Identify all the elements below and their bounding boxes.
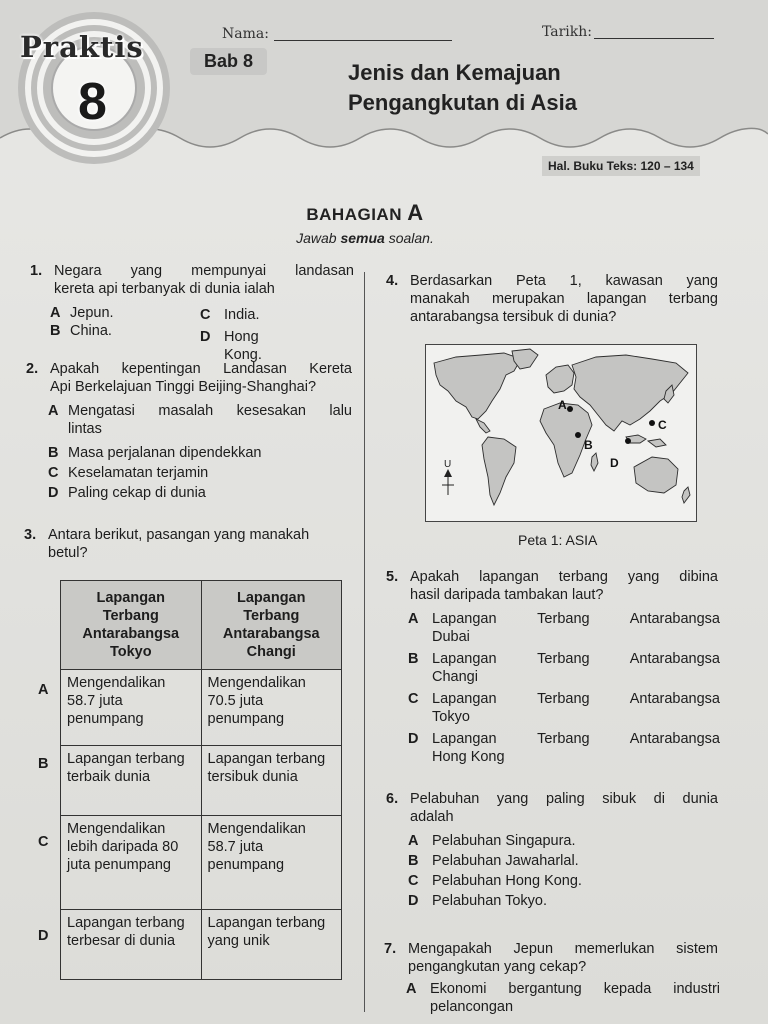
map-caption: Peta 1: ASIA [518, 532, 598, 548]
question-stem [54, 262, 354, 298]
stem-line: Apakah lapangan terbang yang dibina [410, 569, 718, 585]
option-text-line: Lapangan Terbang Antarabangsa [432, 691, 720, 707]
table-header-row [61, 581, 342, 670]
map-marker-d-dot[interactable] [625, 438, 631, 444]
option-text: Jepun. [70, 305, 114, 321]
comparison-table [60, 580, 342, 980]
question-number: 7. [384, 941, 397, 957]
option-letter: B [50, 323, 61, 339]
option-text [430, 980, 720, 1016]
instruction-bold: semua [340, 230, 385, 246]
map-marker-a-dot[interactable] [567, 406, 573, 412]
option-text [432, 690, 720, 726]
table-row[interactable] [61, 670, 342, 746]
option-letter: B [408, 853, 419, 869]
table-cell-changi: Lapangan terbang tersibuk dunia [201, 746, 342, 816]
stem-line: pengangkutan yang cekap? [408, 959, 587, 975]
table-header-tokyo: Lapangan Terbang Antarabangsa Tokyo [61, 581, 202, 670]
map-marker-b-dot[interactable] [575, 432, 581, 438]
option-text-line: Tokyo [432, 709, 470, 725]
option-text: Paling cekap di dunia [68, 485, 206, 501]
instruction-post: soalan. [384, 230, 434, 246]
question-stem [50, 360, 352, 396]
question-stem [410, 272, 718, 326]
date-field[interactable] [594, 38, 714, 39]
table-cell-changi: Mengendalikan 58.7 juta penumpang [201, 816, 342, 910]
table-row[interactable] [61, 746, 342, 816]
table-cell-tokyo: Mengendalikan lebih daripada 80 juta penumpang [61, 816, 202, 910]
stem-line: hasil daripada tambakan laut? [410, 587, 604, 603]
option-letter: C [408, 873, 419, 889]
map-marker-c: C [658, 418, 667, 432]
section-instruction [0, 230, 730, 246]
badge-number: 8 [78, 73, 107, 131]
stem-line: antarabangsa tersibuk di dunia? [410, 309, 617, 325]
world-map-icon [426, 345, 696, 521]
table-cell-changi: Mengendalikan 70.5 juta penumpang [201, 670, 342, 746]
stem-line: Mengapakah Jepun memerlukan sistem [408, 941, 718, 957]
table-header-changi: Lapangan Terbang Antarabangsa Changi [201, 581, 342, 670]
option-text: India. [224, 307, 260, 323]
question-stem [410, 568, 718, 604]
option-text: Keselamatan terjamin [68, 465, 209, 481]
stem-line: Apakah kepentingan Landasan Kereta [50, 361, 352, 377]
map-marker-d: D [610, 456, 619, 470]
map-marker-b: B [584, 438, 593, 452]
question-stem [48, 526, 354, 562]
map-marker-a: A [558, 398, 567, 412]
option-letter: C [200, 307, 211, 323]
stem-line: betul? [48, 545, 88, 561]
option-text: Hong Kong. [224, 329, 262, 363]
table-cell-tokyo: Lapangan terbang terbaik dunia [61, 746, 202, 816]
table-cell-changi: Lapangan terbang yang unik [201, 910, 342, 980]
textbook-pages-badge: Hal. Buku Teks: 120 – 134 [542, 156, 700, 176]
column-divider [364, 272, 365, 1012]
option-text-line: pelancongan [430, 999, 514, 1015]
row-letter-b: B [38, 756, 49, 772]
stem-line: Api Berkelajuan Tinggi Beijing-Shanghai? [50, 379, 317, 395]
page-title [348, 58, 668, 118]
row-letter-c: C [38, 834, 49, 850]
stem-line: adalah [410, 809, 454, 825]
row-letter-d: D [38, 928, 49, 944]
option-letter: D [408, 893, 419, 909]
stem-line: Berdasarkan Peta 1, kawasan yang [410, 273, 718, 289]
table-row[interactable] [61, 910, 342, 980]
option-letter: D [408, 731, 419, 747]
instruction-pre: Jawab [296, 230, 341, 246]
option-text-line: Changi [432, 669, 478, 685]
option-letter: B [408, 651, 419, 667]
table-cell-tokyo: Lapangan terbang terbesar di dunia [61, 910, 202, 980]
question-number: 4. [386, 273, 399, 289]
question-number: 2. [26, 361, 39, 377]
table-row[interactable] [61, 816, 342, 910]
option-text [432, 610, 720, 646]
north-label: U [444, 459, 452, 470]
badge-word: Praktis [20, 30, 144, 64]
question-number: 1. [30, 263, 43, 279]
option-text [68, 402, 352, 438]
question-number: 3. [24, 527, 37, 543]
option-text: Pelabuhan Tokyo. [432, 893, 548, 909]
page-title-line-2: Pengangkutan di Asia [348, 90, 578, 115]
option-text-line: Lapangan Terbang Antarabangsa [432, 731, 720, 747]
option-text-line: lintas [68, 421, 102, 437]
option-letter: A [408, 611, 419, 627]
option-text [432, 650, 720, 686]
option-text-line: Mengatasi masalah kesesakan lalu [68, 403, 352, 419]
date-label: Tarikh: [542, 24, 592, 40]
option-letter: A [406, 981, 417, 997]
option-text: Pelabuhan Singapura. [432, 833, 576, 849]
option-text: Pelabuhan Hong Kong. [432, 873, 582, 889]
option-text-line: Lapangan Terbang Antarabangsa [432, 651, 720, 667]
section-title-word: BAHAGIAN [306, 205, 402, 224]
row-letter-a: A [38, 682, 49, 698]
stem-line: kereta api terbanyak di dunia ialah [54, 281, 275, 297]
option-letter: D [200, 329, 211, 345]
world-map [425, 344, 697, 522]
option-letter: A [408, 833, 419, 849]
question-number: 5. [386, 569, 399, 585]
option-letter: A [48, 403, 59, 419]
stem-line: manakah merupakan lapangan terbang [410, 291, 718, 307]
option-text-line: Dubai [432, 629, 470, 645]
option-text [432, 730, 720, 766]
option-letter: C [408, 691, 419, 707]
option-text-line: Lapangan Terbang Antarabangsa [432, 611, 720, 627]
stem-line: Pelabuhan yang paling sibuk di dunia [410, 791, 718, 807]
map-marker-c-dot[interactable] [649, 420, 655, 426]
stem-line: Negara yang mempunyai landasan [54, 263, 354, 279]
option-text: Pelabuhan Jawaharlal. [432, 853, 579, 869]
question-stem [408, 940, 718, 976]
option-text-line: Ekonomi bergantung kepada industri [430, 981, 720, 997]
option-text: Masa perjalanan dipendekkan [68, 445, 262, 461]
section-title [0, 200, 730, 226]
chapter-label: Bab 8 [190, 48, 267, 75]
table-cell-tokyo: Mengendalikan 58.7 juta penumpang [61, 670, 202, 746]
stem-line: Antara berikut, pasangan yang manakah [48, 527, 310, 543]
question-number: 6. [386, 791, 399, 807]
question-stem [410, 790, 718, 826]
name-field[interactable] [274, 40, 452, 41]
option-letter: D [48, 485, 59, 501]
section-title-letter: A [407, 200, 424, 225]
option-letter: C [48, 465, 59, 481]
page-title-line-1: Jenis dan Kemajuan [348, 60, 561, 85]
option-letter: A [50, 305, 61, 321]
option-letter: B [48, 445, 59, 461]
option-text: China. [70, 323, 112, 339]
option-text-line: Hong Kong [432, 749, 505, 765]
name-label: Nama: [222, 26, 269, 42]
